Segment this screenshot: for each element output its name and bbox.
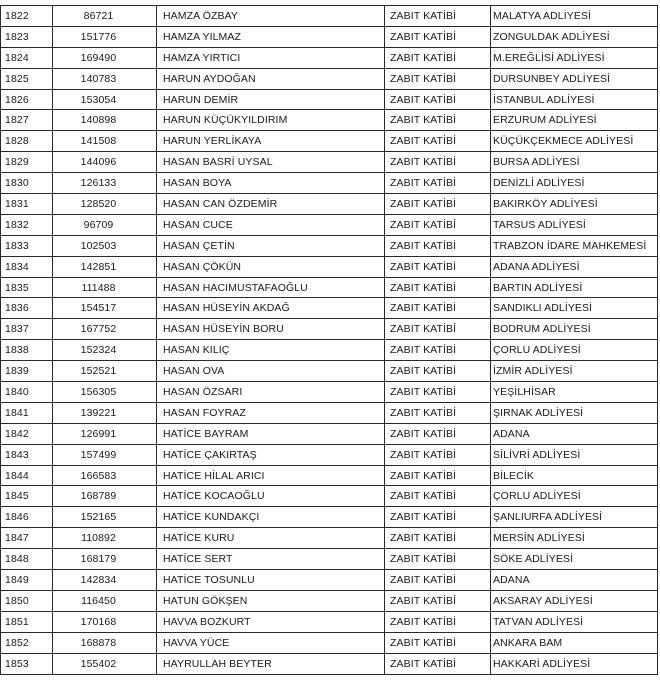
row-number-cell: 1832 bbox=[1, 214, 53, 235]
row-number-cell: 1826 bbox=[1, 89, 53, 110]
row-number-cell: 1828 bbox=[1, 131, 53, 152]
job-title-cell: ZABIT KATİBİ bbox=[385, 214, 491, 235]
registry-number-cell: 167752 bbox=[53, 319, 157, 340]
courthouse-cell: BURSA ADLİYESİ bbox=[491, 152, 658, 173]
registry-number-cell: 153054 bbox=[53, 89, 157, 110]
row-number-cell: 1852 bbox=[1, 632, 53, 653]
courthouse-cell: ADANA ADLİYESİ bbox=[491, 256, 658, 277]
full-name-cell: HARUN YERLİKAYA bbox=[157, 131, 385, 152]
courthouse-cell: MERSİN ADLİYESİ bbox=[491, 528, 658, 549]
job-title-cell: ZABIT KATİBİ bbox=[385, 152, 491, 173]
job-title-cell: ZABIT KATİBİ bbox=[385, 235, 491, 256]
courthouse-cell: ÇORLU ADLİYESİ bbox=[491, 486, 658, 507]
table-row bbox=[1, 131, 658, 152]
full-name-cell: HATİCE TOSUNLU bbox=[157, 570, 385, 591]
courthouse-cell: BİLECİK bbox=[491, 465, 658, 486]
courthouse-cell: SÖKE ADLİYESİ bbox=[491, 549, 658, 570]
registry-number-cell: 140783 bbox=[53, 68, 157, 89]
job-title-cell: ZABIT KATİBİ bbox=[385, 26, 491, 47]
table-row bbox=[1, 214, 658, 235]
full-name-cell: HATİCE KOCAOĞLU bbox=[157, 486, 385, 507]
job-title-cell: ZABIT KATİBİ bbox=[385, 319, 491, 340]
job-title-cell: ZABIT KATİBİ bbox=[385, 632, 491, 653]
personnel-list-sheet bbox=[0, 5, 660, 675]
registry-number-cell: 126133 bbox=[53, 173, 157, 194]
row-number-cell: 1840 bbox=[1, 382, 53, 403]
registry-number-cell: 116450 bbox=[53, 590, 157, 611]
job-title-cell: ZABIT KATİBİ bbox=[385, 194, 491, 215]
row-number-cell: 1836 bbox=[1, 298, 53, 319]
table-row bbox=[1, 6, 658, 27]
table-row bbox=[1, 194, 658, 215]
registry-number-cell: 111488 bbox=[53, 277, 157, 298]
full-name-cell: HASAN ÖZSARI bbox=[157, 382, 385, 403]
courthouse-cell: KÜÇÜKÇEKMECE ADLİYESİ bbox=[491, 131, 658, 152]
courthouse-cell: ŞIRNAK ADLİYESİ bbox=[491, 402, 658, 423]
table-row bbox=[1, 26, 658, 47]
job-title-cell: ZABIT KATİBİ bbox=[385, 590, 491, 611]
courthouse-cell: TRABZON İDARE MAHKEMESİ bbox=[491, 235, 658, 256]
courthouse-cell: ŞANLIURFA ADLİYESİ bbox=[491, 507, 658, 528]
registry-number-cell: 142834 bbox=[53, 570, 157, 591]
courthouse-cell: BODRUM ADLİYESİ bbox=[491, 319, 658, 340]
row-number-cell: 1830 bbox=[1, 173, 53, 194]
registry-number-cell: 168789 bbox=[53, 486, 157, 507]
table-row bbox=[1, 235, 658, 256]
row-number-cell: 1845 bbox=[1, 486, 53, 507]
full-name-cell: HASAN BASRİ UYSAL bbox=[157, 152, 385, 173]
full-name-cell: HARUN KÜÇÜKYILDIRIM bbox=[157, 110, 385, 131]
courthouse-cell: HAKKARİ ADLİYESİ bbox=[491, 653, 658, 674]
job-title-cell: ZABIT KATİBİ bbox=[385, 528, 491, 549]
job-title-cell: ZABIT KATİBİ bbox=[385, 382, 491, 403]
registry-number-cell: 157499 bbox=[53, 444, 157, 465]
job-title-cell: ZABIT KATİBİ bbox=[385, 486, 491, 507]
table-row bbox=[1, 528, 658, 549]
courthouse-cell: ADANA bbox=[491, 423, 658, 444]
courthouse-cell: SANDIKLI ADLİYESİ bbox=[491, 298, 658, 319]
job-title-cell: ZABIT KATİBİ bbox=[385, 47, 491, 68]
job-title-cell: ZABIT KATİBİ bbox=[385, 68, 491, 89]
registry-number-cell: 96709 bbox=[53, 214, 157, 235]
table-row bbox=[1, 173, 658, 194]
courthouse-cell: ERZURUM ADLİYESİ bbox=[491, 110, 658, 131]
courthouse-cell: ZONGULDAK ADLİYESİ bbox=[491, 26, 658, 47]
registry-number-cell: 142851 bbox=[53, 256, 157, 277]
row-number-cell: 1839 bbox=[1, 361, 53, 382]
registry-number-cell: 86721 bbox=[53, 6, 157, 27]
courthouse-cell: İZMİR ADLİYESİ bbox=[491, 361, 658, 382]
row-number-cell: 1846 bbox=[1, 507, 53, 528]
table-row bbox=[1, 549, 658, 570]
full-name-cell: HAMZA YIRTICI bbox=[157, 47, 385, 68]
courthouse-cell: ANKARA BAM bbox=[491, 632, 658, 653]
full-name-cell: HARUN AYDOĞAN bbox=[157, 68, 385, 89]
courthouse-cell: BARTIN ADLİYESİ bbox=[491, 277, 658, 298]
table-row bbox=[1, 361, 658, 382]
table-row bbox=[1, 382, 658, 403]
table-row bbox=[1, 277, 658, 298]
job-title-cell: ZABIT KATİBİ bbox=[385, 173, 491, 194]
courthouse-cell: DURSUNBEY ADLİYESİ bbox=[491, 68, 658, 89]
table-row bbox=[1, 47, 658, 68]
job-title-cell: ZABIT KATİBİ bbox=[385, 340, 491, 361]
row-number-cell: 1823 bbox=[1, 26, 53, 47]
job-title-cell: ZABIT KATİBİ bbox=[385, 549, 491, 570]
courthouse-cell: ÇORLU ADLİYESİ bbox=[491, 340, 658, 361]
table-row bbox=[1, 340, 658, 361]
registry-number-cell: 140898 bbox=[53, 110, 157, 131]
registry-number-cell: 141508 bbox=[53, 131, 157, 152]
table-row bbox=[1, 632, 658, 653]
registry-number-cell: 156305 bbox=[53, 382, 157, 403]
job-title-cell: ZABIT KATİBİ bbox=[385, 110, 491, 131]
table-row bbox=[1, 152, 658, 173]
personnel-table-body bbox=[1, 6, 658, 675]
row-number-cell: 1831 bbox=[1, 194, 53, 215]
registry-number-cell: 152521 bbox=[53, 361, 157, 382]
table-row bbox=[1, 611, 658, 632]
courthouse-cell: M.EREĞLİSİ ADLİYESİ bbox=[491, 47, 658, 68]
full-name-cell: HAMZA ÖZBAY bbox=[157, 6, 385, 27]
job-title-cell: ZABIT KATİBİ bbox=[385, 653, 491, 674]
row-number-cell: 1829 bbox=[1, 152, 53, 173]
row-number-cell: 1835 bbox=[1, 277, 53, 298]
courthouse-cell: TATVAN ADLİYESİ bbox=[491, 611, 658, 632]
registry-number-cell: 168878 bbox=[53, 632, 157, 653]
row-number-cell: 1847 bbox=[1, 528, 53, 549]
registry-number-cell: 166583 bbox=[53, 465, 157, 486]
registry-number-cell: 128520 bbox=[53, 194, 157, 215]
table-row bbox=[1, 298, 658, 319]
row-number-cell: 1837 bbox=[1, 319, 53, 340]
job-title-cell: ZABIT KATİBİ bbox=[385, 423, 491, 444]
full-name-cell: HASAN HÜSEYİN BORU bbox=[157, 319, 385, 340]
full-name-cell: HASAN ÇETİN bbox=[157, 235, 385, 256]
registry-number-cell: 102503 bbox=[53, 235, 157, 256]
job-title-cell: ZABIT KATİBİ bbox=[385, 277, 491, 298]
courthouse-cell: SİLİVRİ ADLİYESİ bbox=[491, 444, 658, 465]
table-row bbox=[1, 402, 658, 423]
personnel-table bbox=[0, 5, 658, 675]
registry-number-cell: 170168 bbox=[53, 611, 157, 632]
registry-number-cell: 139221 bbox=[53, 402, 157, 423]
job-title-cell: ZABIT KATİBİ bbox=[385, 256, 491, 277]
table-row bbox=[1, 507, 658, 528]
full-name-cell: HATİCE BAYRAM bbox=[157, 423, 385, 444]
registry-number-cell: 155402 bbox=[53, 653, 157, 674]
job-title-cell: ZABIT KATİBİ bbox=[385, 444, 491, 465]
row-number-cell: 1833 bbox=[1, 235, 53, 256]
job-title-cell: ZABIT KATİBİ bbox=[385, 89, 491, 110]
row-number-cell: 1825 bbox=[1, 68, 53, 89]
courthouse-cell: BAKIRKÖY ADLİYESİ bbox=[491, 194, 658, 215]
registry-number-cell: 110892 bbox=[53, 528, 157, 549]
full-name-cell: HAYRULLAH BEYTER bbox=[157, 653, 385, 674]
registry-number-cell: 152324 bbox=[53, 340, 157, 361]
row-number-cell: 1843 bbox=[1, 444, 53, 465]
row-number-cell: 1822 bbox=[1, 6, 53, 27]
full-name-cell: HASAN BOYA bbox=[157, 173, 385, 194]
row-number-cell: 1853 bbox=[1, 653, 53, 674]
full-name-cell: HATİCE ÇAKIRTAŞ bbox=[157, 444, 385, 465]
job-title-cell: ZABIT KATİBİ bbox=[385, 570, 491, 591]
row-number-cell: 1834 bbox=[1, 256, 53, 277]
row-number-cell: 1827 bbox=[1, 110, 53, 131]
table-row bbox=[1, 570, 658, 591]
registry-number-cell: 168179 bbox=[53, 549, 157, 570]
table-row bbox=[1, 590, 658, 611]
registry-number-cell: 169490 bbox=[53, 47, 157, 68]
row-number-cell: 1844 bbox=[1, 465, 53, 486]
table-row bbox=[1, 89, 658, 110]
full-name-cell: HASAN HACIMUSTAFAOĞLU bbox=[157, 277, 385, 298]
courthouse-cell: TARSUS ADLİYESİ bbox=[491, 214, 658, 235]
registry-number-cell: 154517 bbox=[53, 298, 157, 319]
registry-number-cell: 151776 bbox=[53, 26, 157, 47]
registry-number-cell: 144096 bbox=[53, 152, 157, 173]
courthouse-cell: ADANA bbox=[491, 570, 658, 591]
full-name-cell: HASAN OVA bbox=[157, 361, 385, 382]
row-number-cell: 1824 bbox=[1, 47, 53, 68]
job-title-cell: ZABIT KATİBİ bbox=[385, 465, 491, 486]
full-name-cell: HAMZA YILMAZ bbox=[157, 26, 385, 47]
row-number-cell: 1850 bbox=[1, 590, 53, 611]
job-title-cell: ZABIT KATİBİ bbox=[385, 507, 491, 528]
table-row bbox=[1, 256, 658, 277]
full-name-cell: HASAN KILIÇ bbox=[157, 340, 385, 361]
job-title-cell: ZABIT KATİBİ bbox=[385, 298, 491, 319]
table-row bbox=[1, 486, 658, 507]
full-name-cell: HASAN CAN ÖZDEMİR bbox=[157, 194, 385, 215]
table-row bbox=[1, 465, 658, 486]
full-name-cell: HATİCE KUNDAKÇI bbox=[157, 507, 385, 528]
courthouse-cell: AKSARAY ADLİYESİ bbox=[491, 590, 658, 611]
job-title-cell: ZABIT KATİBİ bbox=[385, 6, 491, 27]
courthouse-cell: İSTANBUL ADLİYESİ bbox=[491, 89, 658, 110]
table-row bbox=[1, 319, 658, 340]
full-name-cell: HATUN GÖKŞEN bbox=[157, 590, 385, 611]
courthouse-cell: DENİZLİ ADLİYESİ bbox=[491, 173, 658, 194]
table-row bbox=[1, 653, 658, 674]
row-number-cell: 1848 bbox=[1, 549, 53, 570]
job-title-cell: ZABIT KATİBİ bbox=[385, 402, 491, 423]
full-name-cell: HASAN CUCE bbox=[157, 214, 385, 235]
table-row bbox=[1, 68, 658, 89]
job-title-cell: ZABIT KATİBİ bbox=[385, 611, 491, 632]
full-name-cell: HATİCE HİLAL ARICI bbox=[157, 465, 385, 486]
row-number-cell: 1849 bbox=[1, 570, 53, 591]
table-row bbox=[1, 423, 658, 444]
full-name-cell: HATİCE KURU bbox=[157, 528, 385, 549]
registry-number-cell: 126991 bbox=[53, 423, 157, 444]
full-name-cell: HASAN HÜSEYİN AKDAĞ bbox=[157, 298, 385, 319]
row-number-cell: 1841 bbox=[1, 402, 53, 423]
table-row bbox=[1, 444, 658, 465]
full-name-cell: HASAN ÇÖKÜN bbox=[157, 256, 385, 277]
courthouse-cell: YEŞİLHİSAR bbox=[491, 382, 658, 403]
row-number-cell: 1838 bbox=[1, 340, 53, 361]
job-title-cell: ZABIT KATİBİ bbox=[385, 361, 491, 382]
row-number-cell: 1842 bbox=[1, 423, 53, 444]
full-name-cell: HAVVA BOZKURT bbox=[157, 611, 385, 632]
full-name-cell: HATİCE SERT bbox=[157, 549, 385, 570]
row-number-cell: 1851 bbox=[1, 611, 53, 632]
table-row bbox=[1, 110, 658, 131]
full-name-cell: HARUN DEMİR bbox=[157, 89, 385, 110]
job-title-cell: ZABIT KATİBİ bbox=[385, 131, 491, 152]
full-name-cell: HASAN FOYRAZ bbox=[157, 402, 385, 423]
full-name-cell: HAVVA YÜCE bbox=[157, 632, 385, 653]
courthouse-cell: MALATYA ADLİYESİ bbox=[491, 6, 658, 27]
registry-number-cell: 152165 bbox=[53, 507, 157, 528]
